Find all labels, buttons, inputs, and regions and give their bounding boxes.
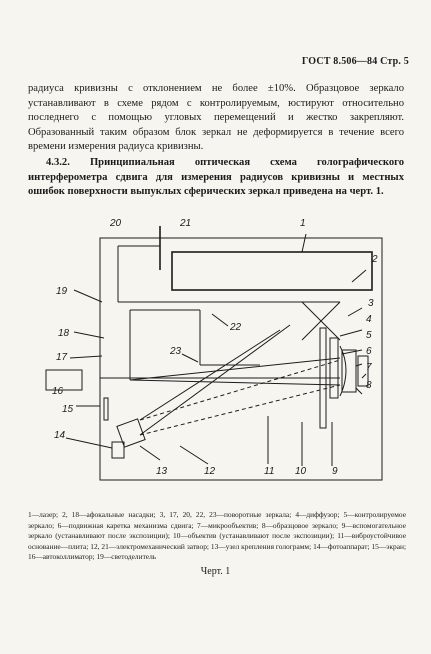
label-13: 13 (156, 466, 168, 477)
figure-title: Черт. 1 (200, 566, 231, 577)
laser-body (172, 252, 372, 290)
hologram-mount-13 (117, 419, 145, 447)
label-7: 7 (366, 362, 372, 373)
label-17: 17 (56, 352, 68, 363)
paragraph-2: 4.3.2. Принципиальная оптическая схема голографического интерферометра сдвига для измерения радиусов кривизны и местных ошибок поверхности выпуклых сферических зеркал приведена на черт. 1. (28, 157, 404, 198)
base-plate-outline (100, 238, 382, 480)
label-21: 21 (180, 218, 192, 229)
label-6: 6 (366, 346, 372, 357)
paragraph-1: радиуса кривизны с отклонением не более ±10%. Образцовое зеркало устанавливают в схеме рядом с контролируемым, юстируют относительно последнего с помощью угловых перемещений и жестко закрепляют. Образованный таким образом блок зеркал не деформируется в течение всего времени измерения радиуса кривизны. (28, 83, 404, 153)
label-11: 11 (264, 466, 275, 477)
label-12: 12 (204, 466, 216, 477)
label-14: 14 (54, 430, 66, 441)
label-22: 22 (230, 322, 242, 333)
label-3: 3 (368, 298, 374, 309)
label-5: 5 (366, 330, 372, 341)
mirror-5 (330, 338, 338, 398)
label-20: 20 (110, 218, 122, 229)
label-4: 4 (366, 314, 372, 325)
optical-scheme-figure (40, 210, 400, 495)
label-8: 8 (366, 380, 372, 391)
optical-scheme-drawing (40, 210, 400, 495)
screen-15 (104, 398, 108, 420)
label-1: 1 (300, 218, 306, 229)
camera-14 (112, 442, 124, 458)
page-header: ГОСТ 8.506—84 Стр. 5 (301, 56, 409, 67)
label-19: 19 (56, 286, 68, 297)
label-23: 23 (170, 346, 182, 357)
label-2: 2 (372, 254, 378, 265)
label-9: 9 (332, 466, 338, 477)
label-16: 16 (52, 386, 64, 397)
label-18: 18 (58, 328, 70, 339)
figure-caption: 1—лазер; 2, 18—афокальные насадки; 3, 17, 20, 22, 23—поворотные зеркала; 4—диффузор; 5—контролируемое зеркало; 6—подвижная каретка механизма сдвига; 7—микрообъектив; 8—образцовое зеркало; 9—вспомогательное зеркало (устанавливают после экспозиции); 10—объектив (устанавливают после экспозиции); 11—виброустойчивое основание—плита; 12, 21—электромеханический затвор; 13—узел крепления голограмм; 14—фотоаппарат; 15—экран; 16—автоколлиматор; 19—светоделитель (28, 510, 406, 562)
label-15: 15 (62, 404, 74, 415)
label-10: 10 (295, 466, 307, 477)
